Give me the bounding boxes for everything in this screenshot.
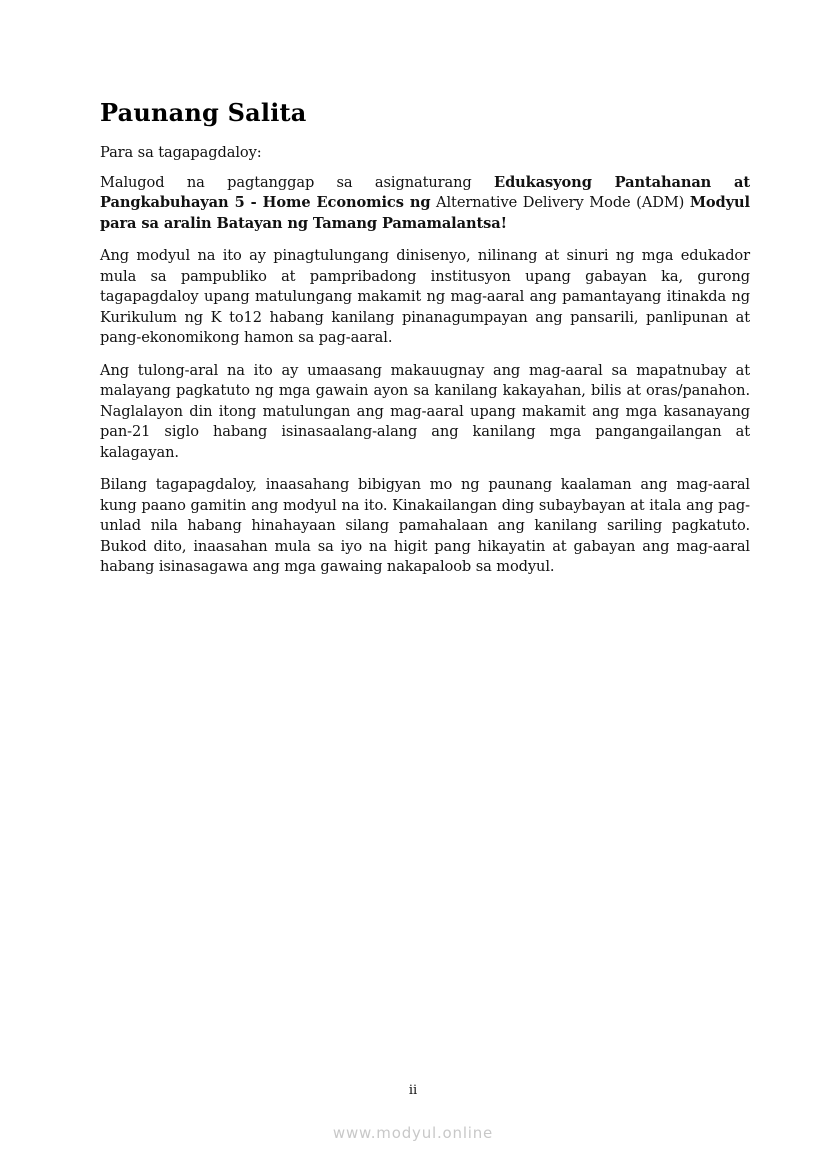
- intro-text-2: Alternative Delivery Mode (ADM): [430, 194, 690, 211]
- page-number: ii: [408, 1083, 418, 1098]
- body-paragraph-2: Ang tulong-aral na ito ay umaasang makauugnay ang mag-aaral sa mapatnubay at malayang pagkatuto ng mga gawain ayon sa kanilang kakayahan, bilis at oras/panahon. Naglalayon din itong matulungan ang mag-aaral upang makamit ang mga kasanayang pan-21 siglo habang isinasaalang-alang ang kanilang mga pangangailangan at kalagayan.: [100, 361, 750, 461]
- body-paragraph-3: Bilang tagapagdaloy, inaasahang bibigyan mo ng paunang kaalaman ang mag-aaral kung paano gamitin ang modyul na ito. Kinakailangan ding subaybayan at itala ang pag-unlad nila habang hinahayaan silang pamahalaan ang kanilang sariling pagkatuto. Bukod dito, inaasahan mula sa iyo na higit pang hikayatin at gabayan ang mag-aaral habang isinasagawa ang mga gawaing nakapaloob sa modyul.: [100, 476, 750, 575]
- module-name: Modyul para sa aralin Batayan ng Tamang Pamamalantsa!: [100, 194, 750, 232]
- subject-name: Edukasyong Pantahanan at Pangkabuhayan 5 - Home Economics ng: [100, 173, 750, 211]
- intro-text-1: Malugod na pagtanggap sa asignaturang: [100, 173, 495, 191]
- page-title: Paunang Salita: [100, 98, 307, 127]
- greeting-line: Para sa tagapagdaloy:: [100, 144, 262, 161]
- watermark: www.modyul.online: [332, 1124, 494, 1142]
- intro-paragraph: [100, 173, 750, 235]
- document-body: [100, 143, 750, 590]
- body-paragraph-1: Ang modyul na ito ay pinagtulungang dinisenyo, nilinang at sinuri ng mga edukador mula sa pampubliko at pampribadong institusyon upang gabayan ka, gurong tagapagdaloy upang matulungang makamit ng mag-aaral ang pamantayang itinakda ng Kurikulum ng K to12 habang kanilang pinanagumpayan ang pansarili, panlipunan at pang-ekonomikong hamon sa pag-aaral.: [100, 247, 750, 346]
